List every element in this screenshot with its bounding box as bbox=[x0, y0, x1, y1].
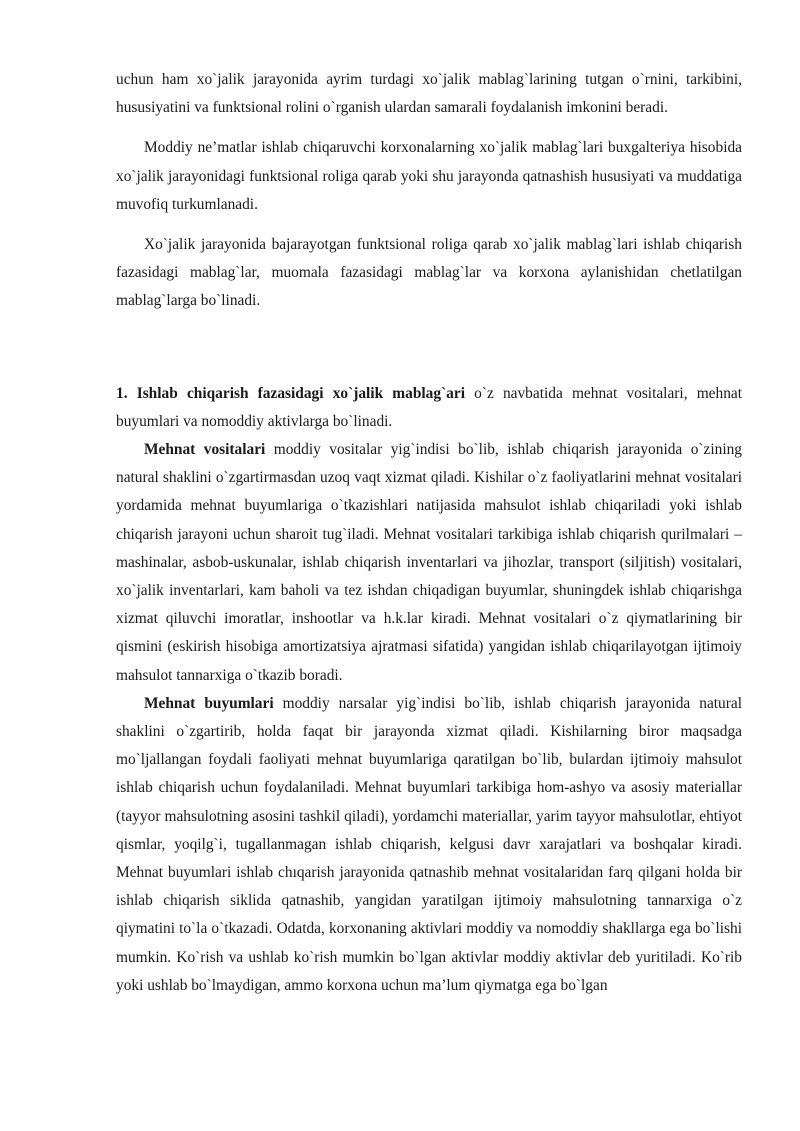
term-labor-means: Mehnat vositalari bbox=[144, 441, 266, 459]
paragraph-text: o`z navbatida mehnat vositalari, mehnat buyumlari va nomoddiy aktivlarga bo`linadi. bbox=[116, 384, 743, 430]
paragraph-classification: Moddiy ne’matlar ishlab chiqaruvchi korxonalarning xo`jalik mablag`lari buxgalteriya hisobida xo`jalik jarayonidagi funktsional roliga qarab yoki shu jarayonda qatnashish hususiyati va muddatiga muvofiq turkumlanadi. bbox=[116, 139, 742, 213]
term-labor-objects: Mehnat buyumlari bbox=[144, 694, 274, 712]
paragraph-labor-objects bbox=[116, 690, 742, 1000]
spacer bbox=[116, 316, 742, 380]
document-page bbox=[116, 66, 742, 1000]
paragraph-labor-means bbox=[116, 436, 742, 690]
paragraph-text: moddiy narsalar yig`indisi bo`lib, ishlab chiqarish jarayonida natural shaklini o`zgartirib, holda faqat bir jarayonda xizmat qiladi. Kishilarning biror maqsadga mo`ljallangan foydali faoliyati mehnat buyumlariga qaratilgan bo`lib, bulardan ijtimoiy mahsulot ishlab chiqarish uchun foydalaniladi. Mehnat buyumlari tarkibiga hom-ashyo va asosiy materiallar (tayyor mahsulotning asosini tashkil qiladi), yordamchi materiallar, yarim tayyor mahsulotlar, ehtiyot qismlar, yoqilg`i, tugallanmagan ishlab chiqarish, kelgusi davr xarajatlari va boshqalar kiradi. Mehnat buyumlari ishlab chıqarish jarayonida qatnashib mehnat vositalaridan farq qilgani holda bir ishlab chiqarish siklida qatnashib, yangidan yaratilgan ijtimoiy mahsulotning tannarxiga o`z qiymatini to`la o`tkazadi. Odatda, korxonaning aktivlari moddiy va nomoddiy shakllarga ega bo`lishi mumkin. Ko`rish va ushlab ko`rish mumkin bo`lgan aktivlar moddiy aktivlar deb yuritiladi. Ko`rib yoki ushlab bo`lmaydigan, ammo korxona uchun ma’lum qiymatga ega bo`lgan bbox=[116, 694, 742, 994]
spacer bbox=[116, 219, 742, 231]
paragraph-production-phase bbox=[116, 380, 742, 436]
spacer bbox=[116, 122, 742, 134]
paragraph-intro-continuation: uchun ham xo`jalik jarayonida ayrim turdagi xo`jalik mablag`larining tutgan o`rnini, tarkibini, hususiyatini va funktsional rolini o`rganish ulardan samarali foydalanish imkonini beradi. bbox=[116, 71, 742, 117]
section-heading-production-phase: 1. Ishlab chiqarish fazasidagi xo`jalik mablag`ari bbox=[116, 384, 465, 402]
paragraph-functional-role: Xo`jalik jarayonida bajarayotgan funktsional roliga qarab xo`jalik mablag`lari ishlab chiqarish fazasidagi mablag`lar, muomala fazasidagi mablag`lar va korxona aylanishidan chetlatilgan mablag`larga bo`linadi. bbox=[116, 236, 742, 310]
paragraph-text: moddiy vositalar yig`indisi bo`lib, ishlab chiqarish jarayonida o`zining natural shaklini o`zgartirmasdan uzoq vaqt xizmat qiladi. Kishilar o`z faoliyatlarini mehnat vositalari yordamida mehnat buyumlariga o`tkazishlari natijasida mahsulot ishlab chiqariladi yoki ishlab chiqarish jarayoni uchun sharoit tug`iladi. Mehnat vositalari tarkibiga ishlab chiqarish qurilmalari – mashinalar, asbob-uskunalar, ishlab chiqarish inventarlari va jihozlar, transport (siljitish) vositalari, xo`jalik inventarlari, kam baholi va tez ishdan chiqadigan buyumlar, shuningdek ishlab chiqarishga xizmat qiluvchi imoratlar, inshootlar va h.k.lar kiradi. Mehnat vositalari o`z qiymatlarining bir qismini (eskirish hisobiga amortizatsiya ajratmasi sifatida) yangidan ishlab chiqarilayotgan ijtimoiy mahsulot tannarxiga o`tkazib boradi. bbox=[116, 441, 742, 684]
